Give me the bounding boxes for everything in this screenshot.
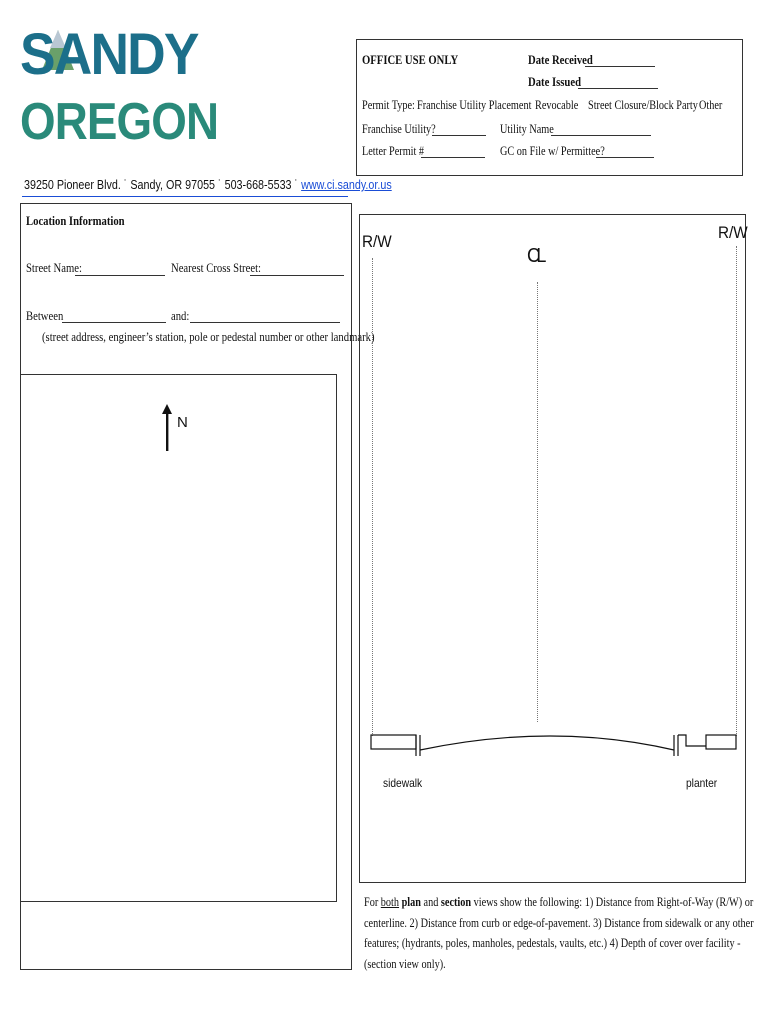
address-line	[24, 178, 392, 192]
permit-type-other[interactable]: Other	[699, 98, 723, 112]
note-plan: plan	[401, 895, 421, 909]
centerline-symbol: CL	[527, 245, 543, 267]
street-name-label: Street Name:	[26, 260, 82, 275]
sidewalk-label: sidewalk	[383, 776, 423, 790]
street-name-field[interactable]	[75, 275, 165, 276]
note-section: section	[440, 895, 472, 909]
utility-name-label: Utility Name	[500, 122, 554, 136]
address-underline	[22, 196, 348, 197]
permit-type-row	[362, 97, 415, 113]
rw-left-label: R/W	[362, 232, 392, 251]
and-label: and:	[171, 308, 190, 323]
nearest-cross-field[interactable]	[250, 275, 344, 276]
franchise-utility-field[interactable]	[432, 135, 486, 136]
nearest-cross-label: Nearest Cross Street:	[171, 260, 262, 275]
note-body: views show the following: 1) Distance from Right-of-Way (R/W) or centerline. 2) Distance from curb or edge-of-pavement. 3) Distance from sidewalk or any other features; (hydrants, poles, manholes, pedestals, vaults, etc.) 4) Depth of cover over facility - (section view only).	[364, 895, 754, 971]
rw-right-line	[736, 246, 737, 736]
office-use-heading: OFFICE USE ONLY	[362, 52, 459, 67]
location-heading: Location Information	[26, 213, 125, 228]
franchise-utility-label: Franchise Utility?	[362, 122, 436, 136]
permit-type-street-closure[interactable]: Street Closure/Block Party	[588, 98, 698, 112]
location-hint: (street address, engineer’s station, pole or pedestal number or other landmark)	[42, 329, 375, 344]
logo-oregon: OREGON	[20, 93, 219, 151]
logo-sandy: SANDY	[20, 22, 198, 87]
gc-on-file-label: GC on File w/ Permittee?	[500, 144, 605, 158]
date-received-label: Date Received	[528, 52, 593, 67]
road-section-drawing	[368, 726, 742, 762]
permit-type-franchise[interactable]: Franchise Utility Placement	[417, 98, 532, 112]
north-label: N	[177, 414, 188, 431]
and-field[interactable]	[190, 322, 340, 323]
rw-right-label: R/W	[718, 223, 748, 242]
between-label: Between	[26, 308, 64, 323]
north-arrow-icon	[160, 403, 174, 453]
note-both: both	[380, 895, 400, 909]
permit-type-label: Permit Type:	[362, 98, 415, 112]
gc-on-file-field[interactable]	[596, 157, 654, 158]
plan-view-box[interactable]	[20, 374, 337, 902]
utility-name-field[interactable]	[551, 135, 651, 136]
between-field[interactable]	[62, 322, 166, 323]
address-text: 39250 Pioneer Blvd. ˙ Sandy, OR 97055 ˙ 503-668-5533 ˙	[24, 178, 299, 192]
website-link[interactable]: www.ci.sandy.or.us	[301, 178, 392, 192]
letter-permit-field[interactable]	[421, 157, 485, 158]
date-received-field[interactable]	[585, 66, 655, 67]
rw-left-line	[372, 258, 373, 736]
centerline-line	[537, 282, 538, 722]
instructions-note: For both plan and section views show the following: 1) Distance from Right-of-Way (R/W) or centerline. 2) Distance from curb or edge-of-pavement. 3) Distance from sidewalk or any other features; (hydrants, poles, manholes, pedestals, vaults, etc.) 4) Depth of cover over facility - (section view only).	[364, 895, 754, 971]
planter-label: planter	[686, 776, 718, 790]
permit-type-revocable[interactable]: Revocable	[535, 98, 579, 112]
date-issued-label: Date Issued	[528, 74, 582, 89]
date-issued-field[interactable]	[578, 88, 658, 89]
letter-permit-label: Letter Permit #	[362, 144, 425, 158]
